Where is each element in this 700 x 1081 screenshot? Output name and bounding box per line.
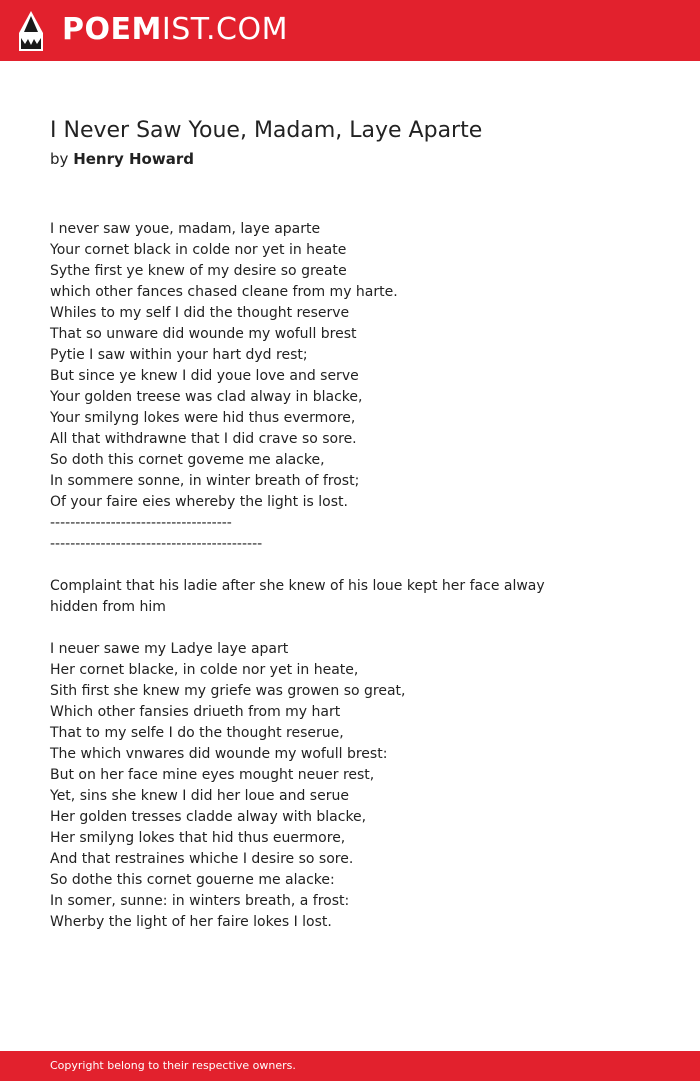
poem-line: Which other fansies driueth from my hart bbox=[50, 704, 341, 720]
byline bbox=[50, 149, 194, 169]
poem-line: I never saw youe, madam, laye aparte bbox=[50, 221, 321, 237]
poem-line: In somer, sunne: in winters breath, a frost: bbox=[50, 893, 350, 909]
poem-line: Wherby the light of her faire lokes I lost. bbox=[50, 914, 332, 930]
poem-line: Whiles to my self I did the thought reserve bbox=[50, 305, 350, 321]
stanza-gap bbox=[50, 618, 660, 639]
poem-line: So dothe this cornet gouerne me alacke: bbox=[50, 872, 335, 888]
poem-line: which other fances chased cleane from my harte. bbox=[50, 284, 398, 300]
poem-line: That so unware did wounde my wofull brest bbox=[50, 326, 357, 342]
poem-line: Her golden tresses cladde alway with blacke, bbox=[50, 809, 367, 825]
poem-line: But on her face mine eyes mought neuer rest, bbox=[50, 767, 375, 783]
logo-bold-text: POEM bbox=[62, 12, 162, 47]
stanza-1 bbox=[50, 219, 660, 555]
poem-line: Yet, sins she knew I did her loue and serue bbox=[50, 788, 349, 804]
site-footer bbox=[0, 1051, 700, 1081]
poem-line: The which vnwares did wounde my wofull brest: bbox=[50, 746, 388, 762]
poem-line: Pytie I saw within your hart dyd rest; bbox=[50, 347, 308, 363]
separator-line: ------------------------------------ bbox=[50, 515, 232, 531]
poem-line: All that withdrawne that I did crave so sore. bbox=[50, 431, 357, 447]
separator-line: ------------------------------------------ bbox=[50, 536, 263, 552]
site-header bbox=[0, 0, 700, 61]
copyright-text: Copyright belong to their respective owners. bbox=[50, 1059, 296, 1072]
poem-line: In sommere sonne, in winter breath of frost; bbox=[50, 473, 360, 489]
poem-line: Your golden treese was clad alway in blacke, bbox=[50, 389, 363, 405]
poem-title: I Never Saw Youe, Madam, Laye Aparte bbox=[50, 118, 483, 143]
poem-line: But since ye knew I did youe love and serve bbox=[50, 368, 359, 384]
poem-line: Your smilyng lokes were hid thus evermore, bbox=[50, 410, 356, 426]
stanza-2 bbox=[50, 639, 660, 933]
by-label: by bbox=[50, 150, 69, 168]
poem-note: Complaint that his ladie after she knew of his loue kept her face alway hidden from him bbox=[50, 578, 545, 615]
stanza-gap bbox=[50, 555, 660, 576]
poem-body bbox=[50, 219, 660, 933]
site-logo[interactable] bbox=[62, 12, 288, 48]
logo-light-text: IST.COM bbox=[161, 12, 288, 47]
poem-line: I neuer sawe my Ladye laye apart bbox=[50, 641, 289, 657]
poem-line: So doth this cornet goveme me alacke, bbox=[50, 452, 325, 468]
poem-line: Sith first she knew my griefe was growen so great, bbox=[50, 683, 406, 699]
poem-line: That to my selfe I do the thought reserue, bbox=[50, 725, 344, 741]
poem-line: Her cornet blacke, in colde nor yet in heate, bbox=[50, 662, 359, 678]
poem-line: And that restraines whiche I desire so sore. bbox=[50, 851, 354, 867]
poem-line: Of your faire eies whereby the light is lost. bbox=[50, 494, 348, 510]
pencil-tip-icon bbox=[17, 10, 45, 52]
poem-line: Her smilyng lokes that hid thus euermore, bbox=[50, 830, 346, 846]
author-name: Henry Howard bbox=[73, 150, 194, 168]
poem-line: Sythe first ye knew of my desire so greate bbox=[50, 263, 347, 279]
poem-line: Your cornet black in colde nor yet in heate bbox=[50, 242, 347, 258]
